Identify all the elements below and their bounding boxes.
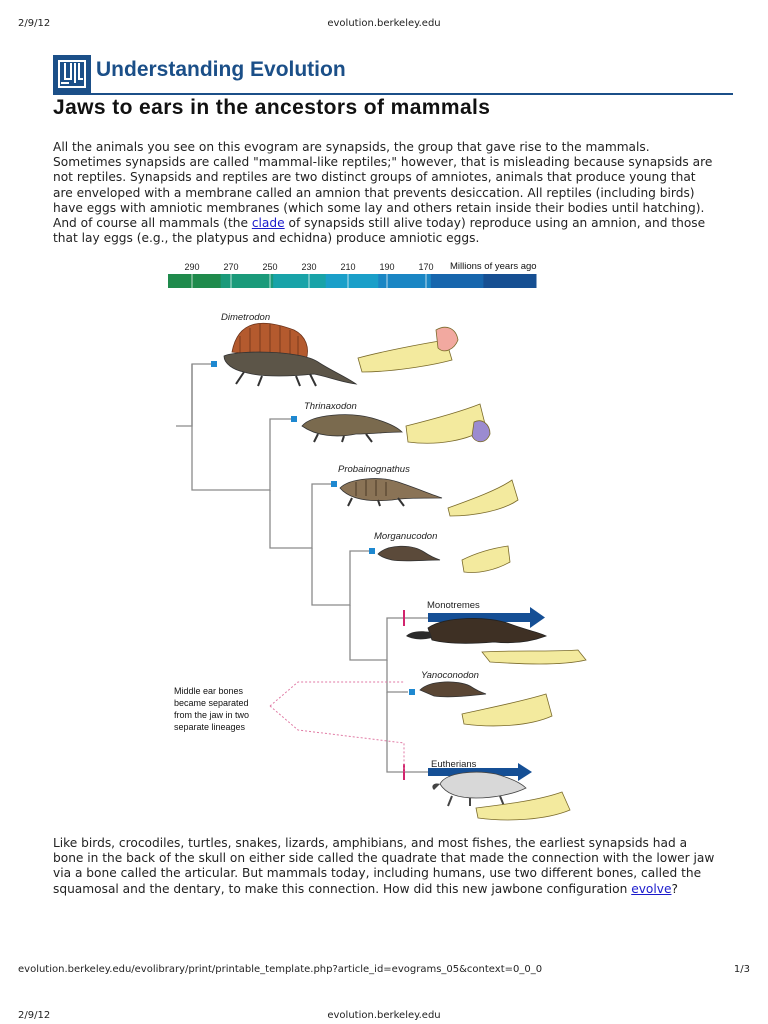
annotation-callout <box>174 682 404 772</box>
body-text-a: Like birds, crocodiles, turtles, snakes, lizards, amphibians, and most fishes, the earliest synapsids had a bone in the back of the skull on either side called the quadrate that made the connection with the lower jaw via a bone called the articular. But mammals today, including humans, use two different bones, called the squamosal and the dentary, to make this connection. How did this new jawbone configuration <box>53 836 715 896</box>
taxon-label: Morganucodon <box>374 531 438 542</box>
intro-text-a: All the animals you see on this evogram are synapsids, the group that gave rise to the mammals. Sometimes synapsids are called "mammal-like reptiles;" however, that is misleading because synapsids are not reptiles. Synapsids and reptiles are two distinct groups of amniotes, animals that produce young that are enveloped with a membrane called an amnion that prevents desiccation. All reptiles (including birds) have eggs with amniotic membranes (which some lay and others retain inside their bodies until hatching). And of course all mammals (the <box>53 140 713 231</box>
morganucodon-illustration <box>378 546 440 561</box>
timescale-segment <box>273 274 326 288</box>
jaw-illustrations <box>358 327 586 820</box>
timescale-tick: 270 <box>223 262 239 272</box>
intro-text-b: of synapsids still alive today) reproduce using an amnion, and those that lay eggs (e.g., the platypus and echidna) produce amniotic eggs. <box>53 216 706 246</box>
print-header-site: evolution.berkeley.edu <box>327 18 441 29</box>
timescale-bar <box>168 274 537 288</box>
body-paragraph <box>53 836 718 897</box>
thrinaxodon-illustration <box>302 415 402 442</box>
probainognathus-illustration <box>340 479 442 506</box>
taxon-label: Yanoconodon <box>421 670 479 681</box>
taxon-label: Thrinaxodon <box>304 401 357 412</box>
timescale-tick: 170 <box>418 262 434 272</box>
annotation-text: Middle ear bones became separated from the jaw in two separate lineages <box>174 686 250 732</box>
print-header-date: 2/9/12 <box>18 18 51 29</box>
clade-link[interactable]: clade <box>251 216 285 231</box>
body-text-b: ? <box>671 881 678 896</box>
yanoconodon-illustration <box>420 682 486 697</box>
dimetrodon-illustration <box>224 323 356 386</box>
timescale-tick: 290 <box>184 262 200 272</box>
page-title: Jaws to ears in the ancestors of mammals <box>53 96 491 119</box>
timescale-segment <box>326 274 379 288</box>
taxon-label: Dimetrodon <box>221 312 271 323</box>
timescale-tick: 230 <box>301 262 317 272</box>
timescale-tick: 210 <box>340 262 356 272</box>
next-page-header-site: evolution.berkeley.edu <box>327 1010 441 1021</box>
eutherian-illustration <box>432 772 526 806</box>
timescale-label: Millions of years ago <box>450 261 537 272</box>
timescale-segment <box>483 274 536 288</box>
next-page-header-date: 2/9/12 <box>18 1010 51 1021</box>
evolve-link[interactable]: evolve <box>631 881 672 896</box>
timescale-tick: 250 <box>262 262 278 272</box>
timescale-segment <box>168 274 221 288</box>
taxon-label: Probainognathus <box>338 464 410 475</box>
platypus-illustration <box>406 618 546 643</box>
timescale-tick: 190 <box>379 262 395 272</box>
timescale <box>168 261 537 288</box>
timescale-segment <box>221 274 274 288</box>
timescale-segment <box>431 274 484 288</box>
print-footer-url: evolution.berkeley.edu/evolibrary/print/printable_template.php?article_id=evograms_05&context=0_0_0 <box>18 964 543 975</box>
print-footer-page: 1/3 <box>733 964 750 975</box>
taxon-label: Monotremes <box>427 600 480 611</box>
timescale-segment <box>378 274 431 288</box>
logo-text: Understanding Evolution <box>96 58 346 81</box>
taxon-label: Eutherians <box>431 759 477 770</box>
